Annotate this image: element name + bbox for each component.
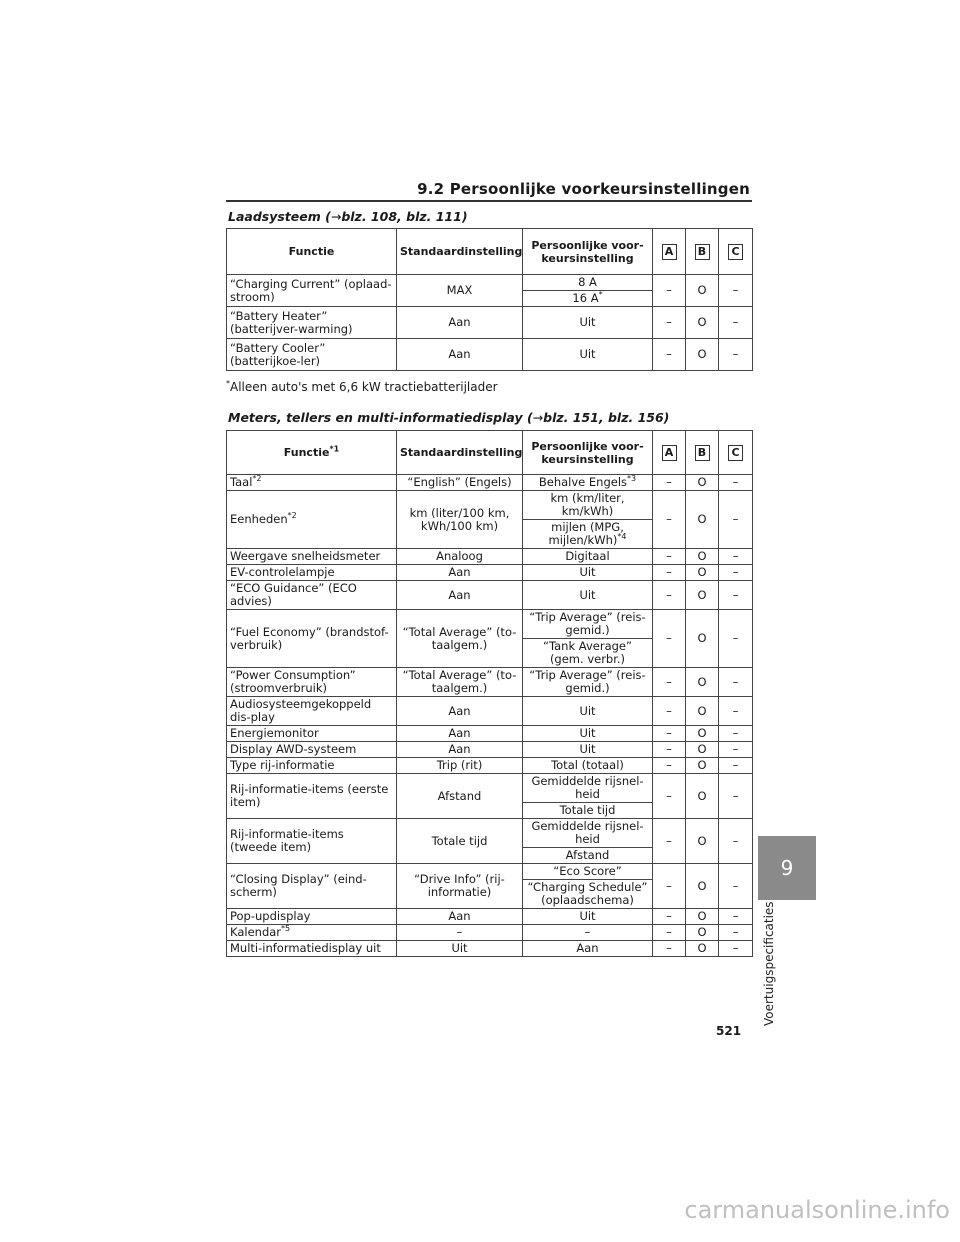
cell-function: “Charging Current” (oplaad-stroom): [227, 275, 397, 307]
col-custom: Persoonlijke voor-keursinstelling: [523, 229, 653, 275]
footnote-marker: *2: [252, 474, 262, 484]
table-row: [227, 565, 753, 581]
function-text: Audiosysteemgekoppeld dis-play: [230, 697, 372, 724]
cell-a: –: [653, 668, 686, 697]
cell-custom: [523, 774, 653, 803]
function-text: Energiemonitor: [230, 726, 319, 740]
box-c: C: [728, 244, 743, 260]
cell-function: “Battery Heater” (batterijver-warming): [227, 307, 397, 339]
table-row: [227, 610, 753, 639]
heading-ref: blz. 151, blz. 156): [543, 410, 670, 425]
custom-text: “Eco Score”: [553, 864, 622, 878]
function-text: “Fuel Economy” (brandstof-verbruik): [230, 624, 389, 652]
heading-prefix: Laadsysteem (: [228, 209, 331, 224]
function-text: “Closing Display” (eind-scherm): [230, 872, 367, 899]
function-text: Weergave snelheidsmeter: [230, 549, 381, 563]
cell-a: –: [653, 742, 686, 758]
heading-ref: blz. 108, blz. 111): [341, 209, 468, 224]
cell-a: –: [653, 774, 686, 819]
custom-text: Totale tijd: [559, 803, 616, 817]
cell-custom: [523, 848, 653, 864]
footnote: [226, 380, 498, 394]
cell-custom: [523, 697, 653, 726]
cell-b: O: [686, 726, 719, 742]
cell-b: O: [686, 697, 719, 726]
cell-a: –: [653, 491, 686, 549]
table-row: [227, 697, 753, 726]
function-text: EV-controlelampje: [230, 565, 335, 579]
col-b: [686, 229, 719, 275]
cell-function: [227, 581, 397, 610]
cell-custom: [523, 925, 653, 941]
charging-table: [226, 228, 753, 371]
col-custom: Persoonlijke voor-keursinstelling: [523, 431, 653, 475]
chapter-tab: 9: [758, 836, 816, 900]
chapter-label: [760, 890, 784, 1028]
cell-default: MAX: [397, 275, 523, 307]
function-text: Multi-informatiedisplay uit: [230, 941, 381, 955]
cell-function: “Battery Cooler” (batterijkoe-ler): [227, 339, 397, 371]
table-row: [227, 925, 753, 941]
cell-custom: [523, 941, 653, 957]
cell-a: –: [653, 339, 686, 371]
custom-text: Aan: [576, 941, 599, 955]
function-text: “Power Consumption” (stroomverbruik): [230, 668, 356, 695]
cell-a: –: [653, 941, 686, 957]
section2-heading: [228, 410, 669, 425]
function-text: Rij-informatie-items (eerste item): [230, 782, 389, 809]
cell-a: –: [653, 909, 686, 925]
table-row: [227, 491, 753, 520]
cell-default: Aan: [397, 909, 523, 925]
footnote-marker: *5: [281, 924, 291, 934]
col-default: Standaardinstelling: [397, 229, 523, 275]
custom-text: Behalve Engels: [538, 475, 628, 489]
function-text: Type rij-informatie: [230, 758, 335, 772]
cell-c: –: [719, 726, 753, 742]
cell-function: [227, 610, 397, 668]
cell-b: O: [686, 565, 719, 581]
cell-custom: [523, 880, 653, 909]
page-number: 521: [716, 1024, 742, 1038]
cell-default: Aan: [397, 565, 523, 581]
cell-custom: [523, 610, 653, 639]
cell-custom: [523, 864, 653, 880]
cell-default: –: [397, 925, 523, 941]
cell-custom: [523, 291, 653, 307]
table-row: [227, 941, 753, 957]
cell-b: O: [686, 941, 719, 957]
cell-function: [227, 475, 397, 491]
cell-custom: [523, 668, 653, 697]
table-row: [227, 668, 753, 697]
cell-b: O: [686, 819, 719, 864]
cell-c: –: [719, 581, 753, 610]
custom-text: Uit: [579, 742, 596, 756]
section1-heading: [228, 209, 468, 224]
cell-custom: [523, 491, 653, 520]
watermark: carmanualsonline.info: [684, 1196, 950, 1224]
box-b: B: [695, 244, 710, 260]
cell-a: –: [653, 758, 686, 774]
title-rule: [226, 200, 752, 202]
cell-a: –: [653, 819, 686, 864]
cell-c: –: [719, 742, 753, 758]
cell-b: O: [686, 475, 719, 491]
heading-prefix: Meters, tellers en multi-informatiedisplay (: [228, 410, 533, 425]
cell-a: –: [653, 307, 686, 339]
table-row: [227, 581, 753, 610]
cell-c: –: [719, 565, 753, 581]
cell-custom: [523, 581, 653, 610]
custom-text: Uit: [579, 565, 596, 579]
cell-a: –: [653, 726, 686, 742]
cell-b: O: [686, 864, 719, 909]
cell-default: Aan: [397, 742, 523, 758]
cell-b: O: [686, 549, 719, 565]
custom-text: Uit: [579, 587, 596, 602]
cell-default: “Drive Info” (rij-informatie): [397, 864, 523, 909]
cell-custom: [523, 909, 653, 925]
cell-custom: Uit: [523, 307, 653, 339]
cell-b: O: [686, 925, 719, 941]
arrow-icon: →: [330, 209, 342, 224]
cell-b: O: [686, 275, 719, 307]
cell-function: [227, 819, 397, 864]
cell-function: [227, 864, 397, 909]
cell-default: km (liter/100 km, kWh/100 km): [397, 491, 523, 549]
section-title: 9.2 Persoonlijke voorkeursinstellingen: [417, 180, 750, 198]
cell-a: –: [653, 864, 686, 909]
custom-text: Total (totaal): [551, 758, 624, 772]
cell-default: Aan: [397, 726, 523, 742]
cell-c: –: [719, 941, 753, 957]
footnote-marker: *2: [287, 511, 297, 521]
col-a: [653, 229, 686, 275]
footnote-marker: *4: [617, 532, 627, 542]
cell-c: –: [719, 819, 753, 864]
custom-text: “Charging Schedule” (oplaadschema): [527, 880, 648, 907]
cell-default: Aan: [397, 581, 523, 610]
cell-a: –: [653, 697, 686, 726]
cell-function: [227, 491, 397, 549]
cell-function: [227, 697, 397, 726]
table-row: [227, 774, 753, 803]
cell-c: –: [719, 549, 753, 565]
arrow-icon: →: [532, 410, 544, 425]
cell-default: “Total Average” (to-taalgem.): [397, 610, 523, 668]
function-text: Kalendar: [230, 925, 282, 939]
table-row: [227, 742, 753, 758]
cell-a: –: [653, 581, 686, 610]
cell-b: O: [686, 610, 719, 668]
cell-b: O: [686, 491, 719, 549]
cell-default: Trip (rit): [397, 758, 523, 774]
col-function-label: Functie: [283, 446, 330, 459]
cell-function: [227, 941, 397, 957]
cell-b: O: [686, 909, 719, 925]
cell-b: O: [686, 742, 719, 758]
cell-c: –: [719, 610, 753, 668]
cell-function: [227, 758, 397, 774]
function-text: Eenheden: [230, 512, 288, 526]
cell-c: –: [719, 864, 753, 909]
meters-table: [226, 430, 753, 957]
cell-default: “English” (Engels): [397, 475, 523, 491]
custom-text: “Trip Average” (reis-gemid.): [529, 610, 646, 637]
table-row: [227, 819, 753, 848]
cell-b: O: [686, 339, 719, 371]
cell-c: –: [719, 339, 753, 371]
cell-a: –: [653, 475, 686, 491]
box-b: B: [695, 445, 710, 461]
custom-text: mijlen (MPG, mijlen/kWh): [548, 520, 624, 547]
cell-b: O: [686, 581, 719, 610]
cell-custom: [523, 803, 653, 819]
cell-function: [227, 925, 397, 941]
col-function: Functie: [227, 229, 397, 275]
custom-text: Uit: [579, 726, 596, 740]
cell-function: [227, 774, 397, 819]
cell-b: O: [686, 668, 719, 697]
cell-c: –: [719, 475, 753, 491]
footnote-marker: *: [226, 379, 230, 388]
cell-default: Afstand: [397, 774, 523, 819]
footnote-marker: *1: [329, 444, 340, 454]
cell-b: O: [686, 307, 719, 339]
cell-default: Aan: [397, 339, 523, 371]
cell-function: [227, 668, 397, 697]
cell-function: [227, 549, 397, 565]
cell-c: –: [719, 758, 753, 774]
cell-custom: [523, 758, 653, 774]
col-c: [719, 229, 753, 275]
cell-custom: Uit: [523, 339, 653, 371]
cell-c: –: [719, 774, 753, 819]
cell-a: –: [653, 610, 686, 668]
function-text: Pop-updisplay: [230, 909, 311, 923]
box-c: C: [728, 445, 743, 461]
cell-default: Uit: [397, 941, 523, 957]
custom-text: Uit: [579, 703, 596, 718]
cell-custom: [523, 639, 653, 668]
cell-a: –: [653, 565, 686, 581]
cell-c: –: [719, 491, 753, 549]
col-c: [719, 431, 753, 475]
box-a: A: [662, 445, 677, 461]
cell-function: [227, 565, 397, 581]
table-row: [227, 758, 753, 774]
cell-custom: [523, 726, 653, 742]
custom-text: Afstand: [565, 848, 610, 862]
cell-c: –: [719, 668, 753, 697]
function-text: “ECO Guidance” (ECO advies): [230, 581, 357, 608]
custom-text: Gemiddelde rijsnel-heid: [531, 819, 644, 846]
cell-custom: [523, 819, 653, 848]
cell-c: –: [719, 697, 753, 726]
custom-text: Uit: [579, 909, 596, 923]
table-row: [227, 475, 753, 491]
cell-c: –: [719, 909, 753, 925]
col-a: [653, 431, 686, 475]
footnote-marker: *: [598, 290, 603, 300]
cell-default: Analoog: [397, 549, 523, 565]
chapter-label-text: Voertuigspecificaties: [762, 901, 776, 1026]
col-b: [686, 431, 719, 475]
cell-custom: 8 A: [523, 275, 653, 291]
custom-text: “Tank Average” (gem. verbr.): [543, 639, 632, 666]
cell-c: –: [719, 925, 753, 941]
cell-custom: [523, 742, 653, 758]
cell-custom: [523, 565, 653, 581]
cell-a: –: [653, 549, 686, 565]
cell-function: [227, 742, 397, 758]
cell-default: Aan: [397, 697, 523, 726]
custom-text: Digitaal: [565, 549, 610, 563]
cell-function: [227, 726, 397, 742]
custom-text: “Trip Average” (reis-gemid.): [529, 668, 646, 695]
table-row: [227, 909, 753, 925]
function-text: Display AWD-systeem: [230, 742, 357, 756]
cell-a: –: [653, 925, 686, 941]
custom-text: km (km/liter, km/kWh): [550, 491, 625, 518]
cell-b: O: [686, 774, 719, 819]
table-row: [227, 549, 753, 565]
cell-custom: [523, 475, 653, 491]
custom-text: –: [584, 925, 591, 939]
cell-c: –: [719, 307, 753, 339]
cell-a: –: [653, 275, 686, 307]
cell-default: Totale tijd: [397, 819, 523, 864]
custom-text: 16 A: [572, 291, 599, 305]
cell-custom: [523, 520, 653, 549]
custom-text: Gemiddelde rijsnel-heid: [531, 774, 644, 801]
function-text: Taal: [230, 475, 253, 489]
col-function: [227, 431, 397, 475]
footnote-marker: *3: [627, 474, 637, 484]
cell-default: Aan: [397, 307, 523, 339]
cell-b: O: [686, 758, 719, 774]
table-row: [227, 726, 753, 742]
col-default: Standaardinstelling: [397, 431, 523, 475]
function-text: Rij-informatie-items (tweede item): [230, 827, 344, 854]
cell-c: –: [719, 275, 753, 307]
cell-default: “Total Average” (to-taalgem.): [397, 668, 523, 697]
cell-custom: [523, 549, 653, 565]
box-a: A: [662, 244, 677, 260]
footnote-text: Alleen auto's met 6,6 kW tractiebatterijlader: [230, 380, 498, 394]
table-row: [227, 864, 753, 880]
cell-function: [227, 909, 397, 925]
